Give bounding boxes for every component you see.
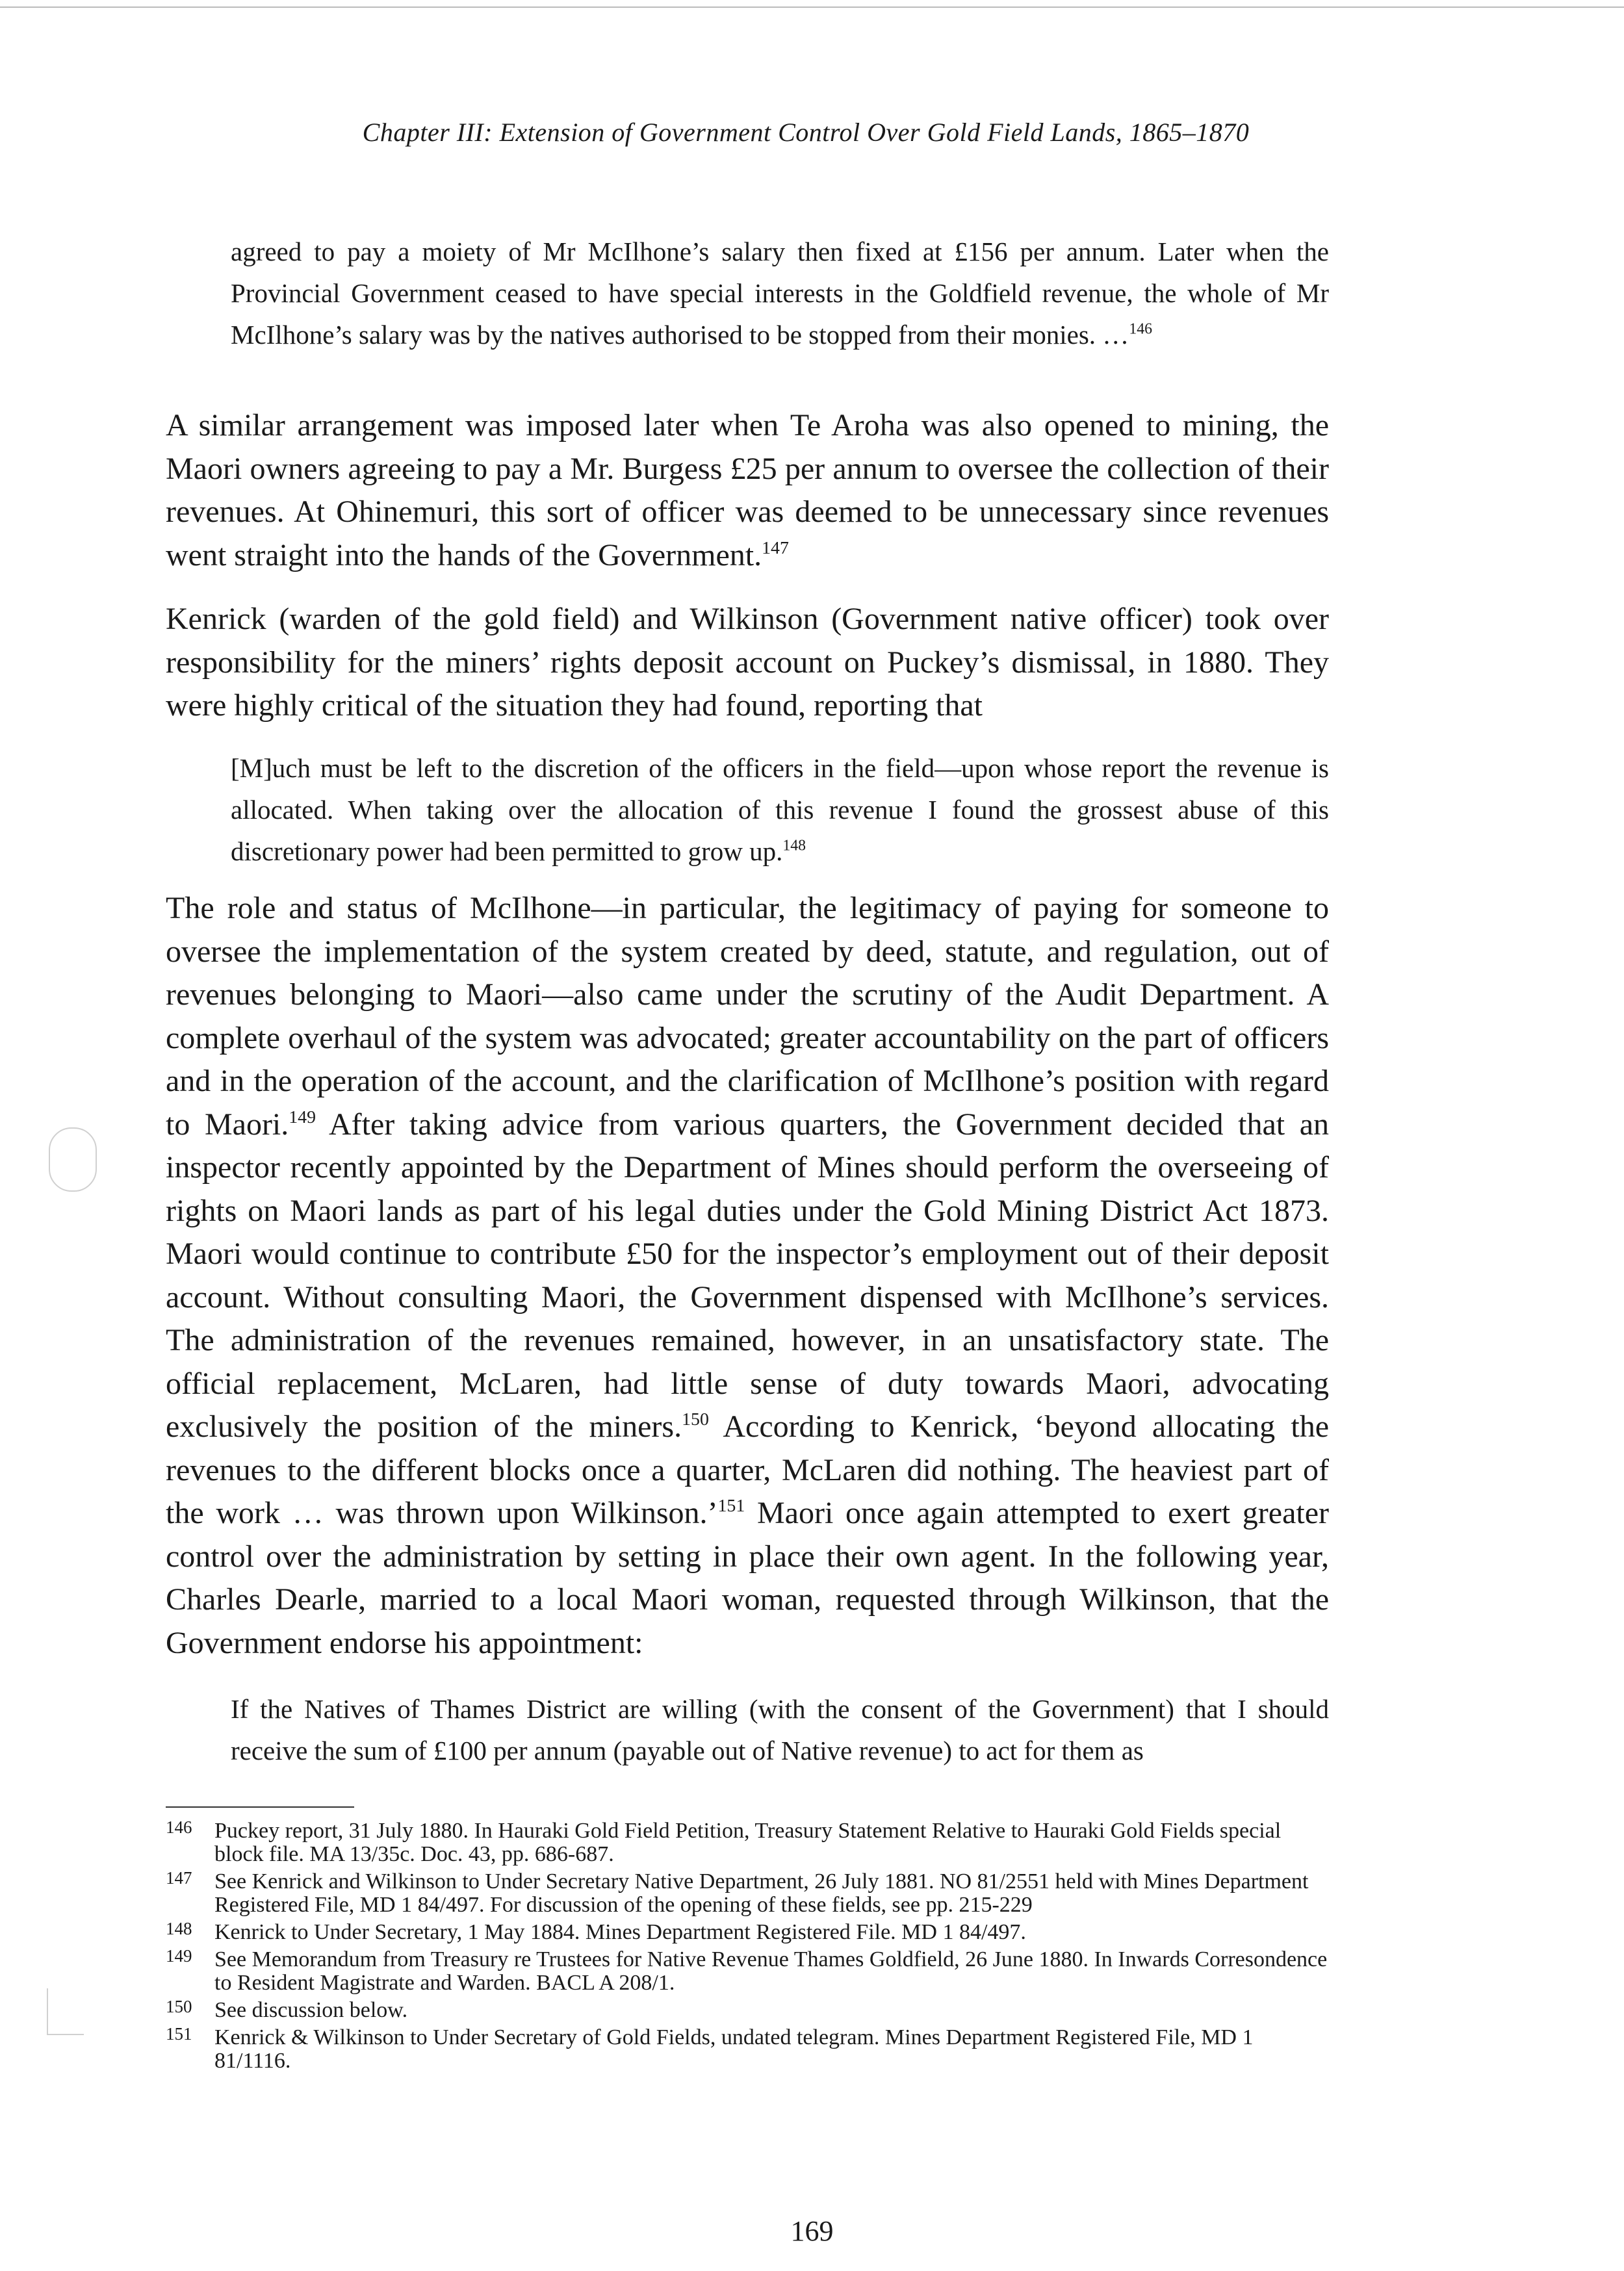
paragraph-3-text-a: The role and status of McIlhone—in particular, the legitimacy of paying for someone to oversee the implementation of the system created by deed, statute, and regulation, out of revenues belonging to Maori—also came under the scrutiny of the Audit Department. A complete overhaul of the system was advocated; greater accountability on the part of officers and in the operation of the account, and the clarification of McIlhone’s position with regard to Maori. — [166, 891, 1329, 1142]
footnote-ref-146: 146 — [1129, 320, 1152, 338]
footnote-text: Kenrick & Wilkinson to Under Secretary of Gold Fields, undated telegram. Mines Department Registered File, MD 1 81/1116. — [214, 2025, 1254, 2073]
quote-3-text: If the Natives of Thames District are willing (with the consent of the Government) that I should receive the sum of £100 per annum (payable out of Native revenue) to act for them as — [231, 1694, 1329, 1765]
footnote-ref-148: 148 — [782, 837, 806, 854]
paragraph-1-text: A similar arrangement was imposed later when Te Aroha was also opened to mining, the Maori owners agreeing to pay a Mr. Burgess £25 per annum to oversee the collection of their revenues. At Ohinemuri, this sort of officer was deemed to be unnecessary since revenues went straight into the hands of the Government. — [166, 408, 1329, 572]
footnote-number: 147 — [166, 1868, 192, 1888]
block-quote-2 — [231, 747, 1329, 872]
paragraph-1 — [166, 404, 1329, 577]
scan-hole-mark — [49, 1127, 97, 1192]
footnote-151 — [166, 2026, 1329, 2073]
footnote-148 — [166, 1921, 1329, 1944]
footnote-ref-149: 149 — [289, 1107, 316, 1127]
footnotes — [166, 1819, 1329, 2073]
footnote-ref-150: 150 — [682, 1409, 709, 1430]
paragraph-2 — [166, 598, 1329, 728]
footnote-146 — [166, 1819, 1329, 1866]
footnote-147 — [166, 1870, 1329, 1917]
page-number: 169 — [790, 2215, 834, 2247]
footnote-150 — [166, 1999, 1329, 2022]
footnote-ref-151: 151 — [717, 1495, 745, 1516]
quote-2-text: [M]uch must be left to the discretion of the officers in the field—upon whose report the revenue is allocated. When taking over the allocation of this revenue I found the grossest abuse of this discretionary power had been permitted to grow up. — [231, 753, 1329, 866]
scan-top-edge — [0, 6, 1624, 8]
paragraph-3-text-d: Maori once again attempted to exert greater control over the administration by setting in place their own agent. In the following year, Charles Dearle, married to a local Maori woman, requested through Wilkinson, that the Government endorse his appointment: — [166, 1496, 1329, 1660]
quote-1-text: agreed to pay a moiety of Mr McIlhone’s salary then fixed at £156 per annum. Later when the Provincial Government ceased to have special interests in the Goldfield revenue, the whole of Mr McIlhone’s salary was by the natives authorised to be stopped from their monies. … — [231, 237, 1329, 350]
paragraph-2-text: Kenrick (warden of the gold field) and Wilkinson (Government native officer) took over responsibility for the miners’ rights deposit account on Puckey’s dismissal, in 1880. They were highly critical of the situation they had found, reporting that — [166, 602, 1329, 723]
footnote-number: 148 — [166, 1919, 192, 1938]
footnote-number: 151 — [166, 2024, 192, 2044]
footnote-text: Puckey report, 31 July 1880. In Hauraki Gold Field Petition, Treasury Statement Relative to Hauraki Gold Fields special block file. MA 13/35c. Doc. 43, pp. 686-687. — [214, 1819, 1282, 1866]
footnote-text: See discussion below. — [214, 1998, 408, 2022]
paragraph-3-text-b: After taking advice from various quarters, the Government decided that an inspector recently appointed by the Department of Mines should perform the overseeing of rights on Maori lands as part of his legal duties under the Gold Mining District Act 1873. Maori would continue to contribute £50 for the inspector’s employment out of their deposit account. Without consulting Maori, the Government dispensed with McIlhone’s services. The administration of the revenues remained, however, in an unsatisfactory state. The official replacement, McLaren, had little sense of duty towards Maori, advocating exclusively the position of the miners. — [166, 1107, 1330, 1444]
footnote-number: 150 — [166, 1997, 192, 2016]
footnote-text: See Kenrick and Wilkinson to Under Secretary Native Department, 26 July 1881. NO 81/2551 held with Mines Department Registered File, MD 1 84/497. For discussion of the opening of these fields, see pp. 215-229 — [214, 1869, 1309, 1917]
footnote-text: Kenrick to Under Secretary, 1 May 1884. Mines Department Registered File. MD 1 84/497. — [214, 1920, 1026, 1944]
paragraph-3-text-c: According to Kenrick, ‘beyond allocating the revenues to the different blocks once a quarter, McLaren did nothing. The heaviest part of the work … was thrown upon Wilkinson.’ — [166, 1409, 1330, 1530]
paragraph-3 — [166, 887, 1329, 1665]
footnote-149 — [166, 1948, 1329, 1995]
footnote-rule — [166, 1806, 354, 1808]
running-head: Chapter III: Extension of Government Control Over Gold Field Lands, 1865–1870 — [362, 118, 1250, 147]
block-quote-3 — [231, 1688, 1329, 1771]
footnote-text: See Memorandum from Treasury re Trustees for Native Revenue Thames Goldfield, 26 June 1880. In Inwards Corresondence to Resident Magistrate and Warden. BACL A 208/1. — [214, 1947, 1328, 1995]
scan-bracket-mark — [47, 1988, 84, 2035]
footnote-ref-147: 147 — [762, 537, 789, 558]
footnote-number: 146 — [166, 1817, 192, 1837]
block-quote-1 — [231, 231, 1329, 355]
footnote-number: 149 — [166, 1946, 192, 1966]
